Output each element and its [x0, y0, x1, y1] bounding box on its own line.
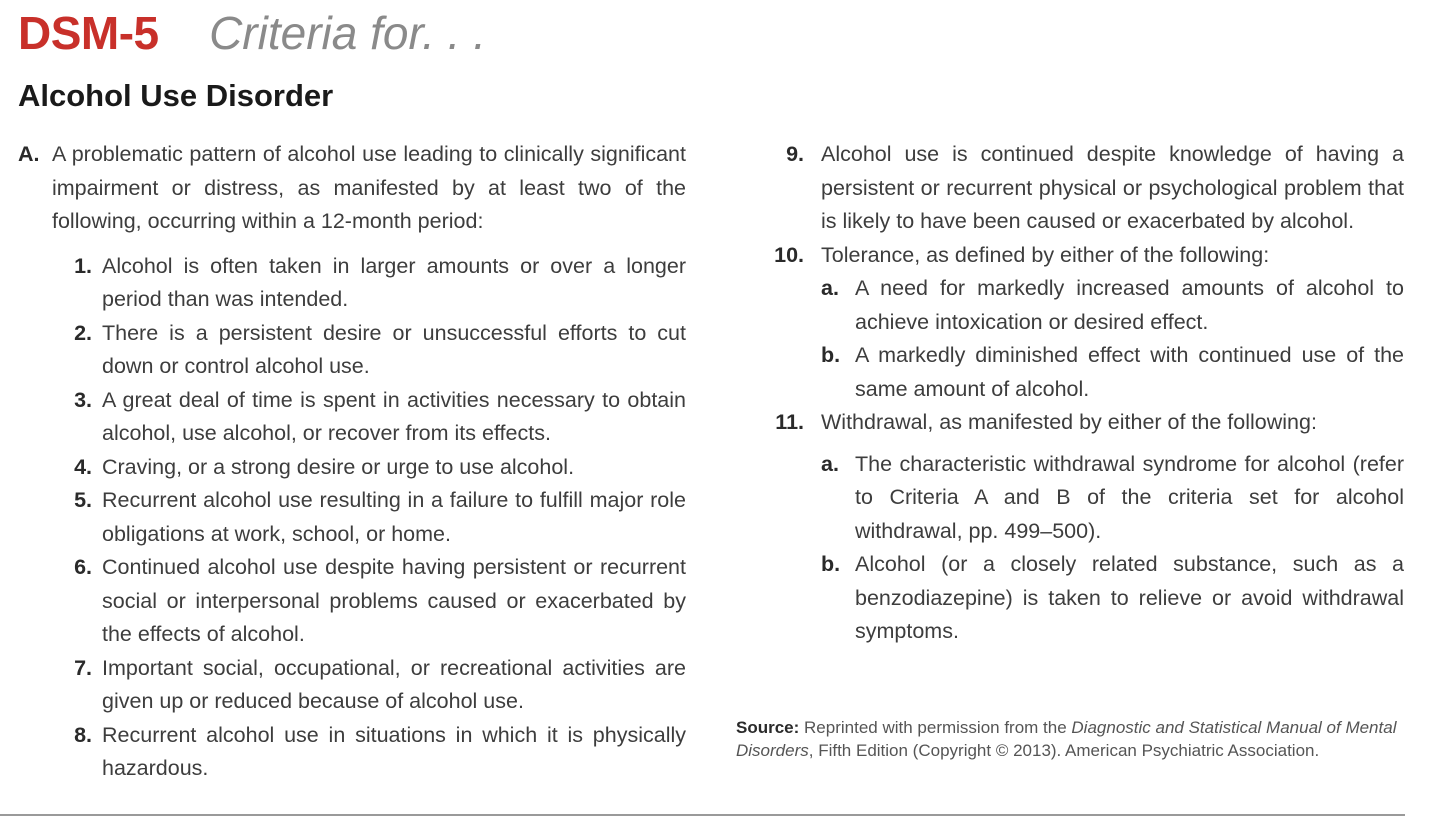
item-text: Recurrent alcohol use in situations in which it is physically hazardous. — [102, 722, 686, 780]
item-number: 5. — [74, 488, 92, 512]
item-text: Recurrent alcohol use resulting in a failure to fulfill major role obligations at work, school, or home. — [102, 488, 686, 546]
item-text: A great deal of time is spent in activities necessary to obtain alcohol, use alcohol, or recover from its effects. — [102, 387, 686, 445]
item-text: Important social, occupational, or recreational activities are given up or reduced because of alcohol use. — [102, 655, 686, 713]
document-title: Alcohol Use Disorder — [18, 78, 334, 113]
criterion-item — [770, 239, 1404, 273]
source-text-after: , Fifth Edition (Copyright © 2013). American Psychiatric Association. — [808, 741, 1320, 760]
criterion-item — [18, 250, 686, 317]
criterion-item — [18, 652, 686, 719]
criterion-item — [18, 484, 686, 551]
item-text: Alcohol use is continued despite knowledge of having a persistent or recurrent physical or psychological problem that is likely to have been caused or exacerbated by alcohol. — [821, 142, 1404, 233]
criterion-a-text: A problematic pattern of alcohol use leading to clinically significant impairment or distress, as manifested by at least two of the following, occurring within a 12-month period: — [52, 142, 686, 233]
sub-item-label: b. — [821, 552, 841, 576]
item-text: Continued alcohol use despite having persistent or recurrent social or interpersonal problems caused or exacerbated by the effects of alcohol. — [102, 555, 686, 646]
item-text: Withdrawal, as manifested by either of the following: — [821, 410, 1317, 434]
sub-item-label: b. — [821, 343, 841, 367]
item-text: Tolerance, as defined by either of the following: — [821, 242, 1270, 267]
criterion-item — [770, 406, 1404, 440]
left-column — [18, 138, 686, 786]
criteria-subtitle: Criteria for. . . — [209, 7, 486, 59]
sub-item-label: a. — [821, 451, 839, 476]
item-number: 10. — [774, 242, 804, 267]
sub-item-text: Alcohol (or a closely related substance, such as a benzodiazepine) is taken to relieve or avoid withdrawal symptoms. — [855, 552, 1404, 643]
item-text: There is a persistent desire or unsuccessful efforts to cut down or control alcohol use. — [102, 320, 686, 378]
item-number: 6. — [74, 555, 92, 579]
source-text-before: Reprinted with permission from the — [799, 718, 1072, 737]
source-citation — [736, 716, 1408, 762]
dsm-brand: DSM-5 — [18, 7, 159, 59]
source-title: Diagnostic and Statistical Manual of Mental Disorders — [736, 718, 1397, 760]
item-text: Alcohol is often taken in larger amounts or over a longer period than was intended. — [102, 253, 686, 311]
criterion-a-label: A. — [18, 142, 40, 166]
sub-item — [770, 548, 1404, 649]
criterion-a — [18, 138, 686, 239]
right-column — [770, 138, 1404, 649]
criterion-item — [18, 551, 686, 652]
sub-item-text: A need for markedly increased amounts of alcohol to achieve intoxication or desired effect. — [855, 276, 1404, 334]
item-number: 1. — [74, 253, 92, 278]
sub-item — [770, 448, 1404, 549]
criterion-item — [18, 451, 686, 485]
item-number: 7. — [74, 655, 92, 680]
sub-item-text: The characteristic withdrawal syndrome for alcohol (refer to Criteria A and B of the criteria set for alcohol withdrawal, pp. 499–500). — [855, 451, 1404, 543]
criterion-item — [770, 138, 1404, 239]
item-text: Craving, or a strong desire or urge to use alcohol. — [102, 454, 575, 479]
criterion-item — [18, 317, 686, 384]
bottom-rule — [0, 814, 1405, 816]
item-number: 4. — [74, 454, 92, 479]
criterion-item — [18, 719, 686, 786]
sub-item — [770, 272, 1404, 339]
item-number: 8. — [74, 722, 92, 747]
item-number: 2. — [74, 320, 92, 345]
source-label: Source: — [736, 718, 800, 737]
page-header — [18, 6, 486, 66]
item-number: 11. — [775, 410, 804, 434]
sub-item-text: A markedly diminished effect with continued use of the same amount of alcohol. — [855, 343, 1404, 401]
item-number: 3. — [74, 387, 92, 412]
sub-item-label: a. — [821, 276, 839, 300]
item-number: 9. — [786, 142, 804, 166]
sub-item — [770, 339, 1404, 406]
criterion-item — [18, 384, 686, 451]
